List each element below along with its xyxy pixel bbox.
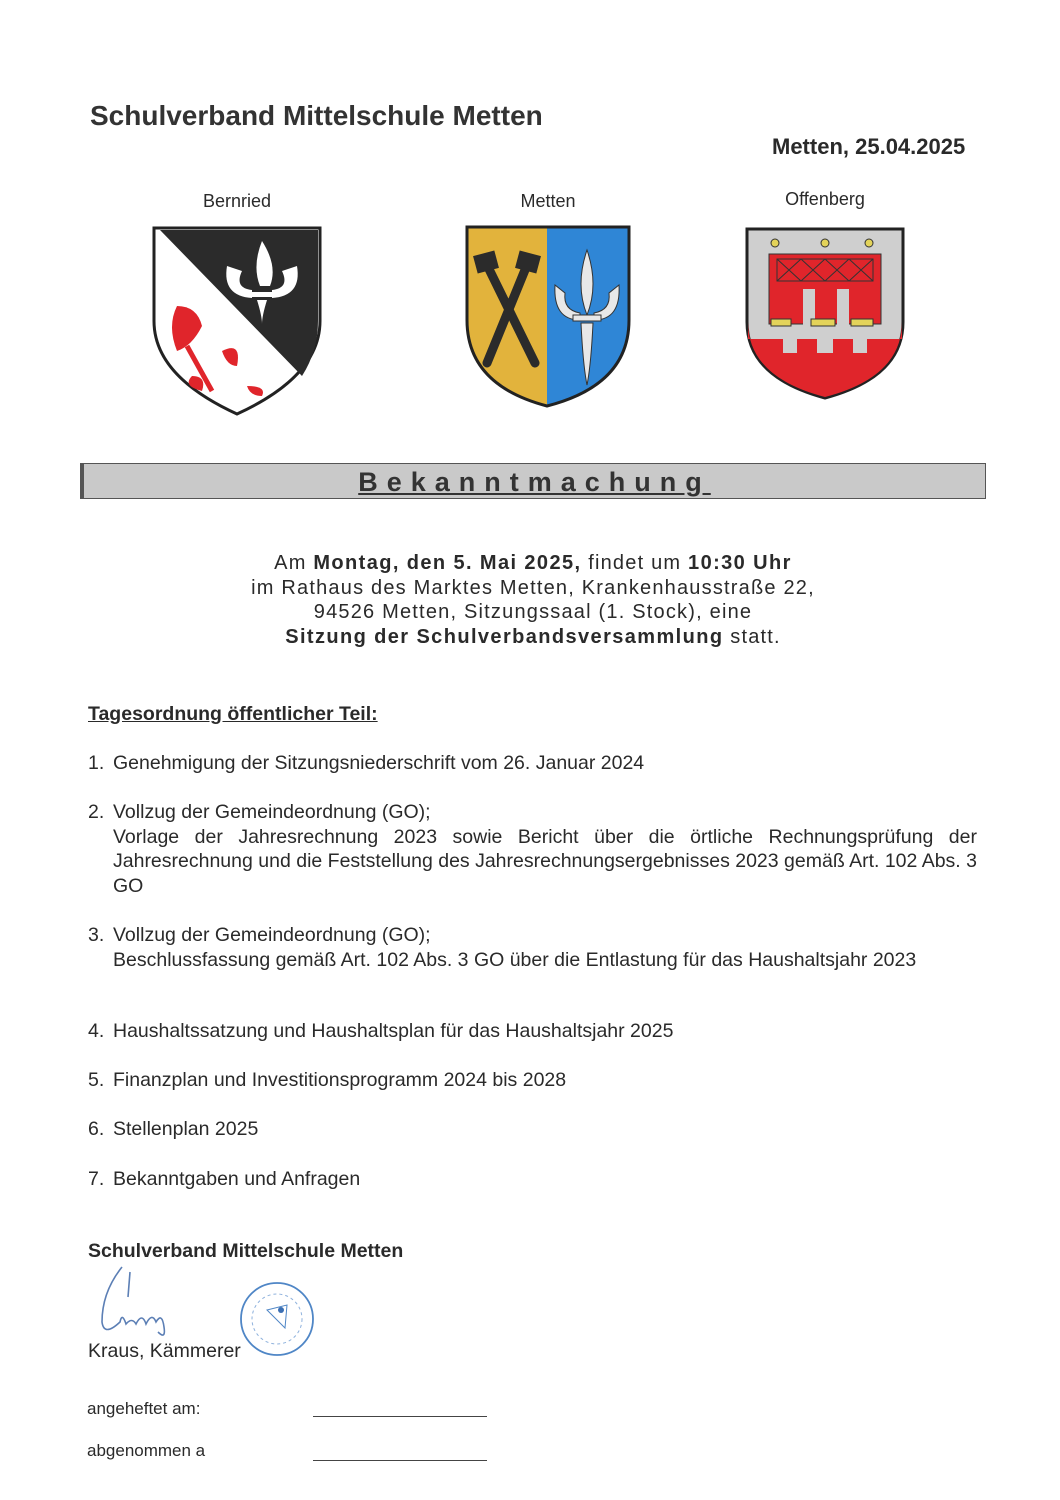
item-number: 1. — [88, 752, 105, 774]
agenda-item — [88, 1117, 977, 1142]
page-title: Schulverband Mittelschule Metten — [90, 100, 543, 131]
agenda-item — [88, 751, 977, 776]
document-date: Metten, 25.04.2025 — [772, 134, 966, 159]
announcement-banner — [80, 463, 986, 499]
removed-date-line — [313, 1460, 487, 1461]
item-number: 6. — [88, 1118, 105, 1140]
meeting-time: 10:30 Uhr — [688, 552, 792, 574]
meeting-type: Sitzung der Schulverbandsversammlung — [285, 626, 724, 649]
offenberg-coat-of-arms-icon — [745, 227, 905, 400]
metten-coat-of-arms-icon — [465, 225, 631, 408]
item-text: Vorlage der Jahresrechnung 2023 sowie Bericht über die örtliche Rechnungsprüfung der Jahresrechnung und die Feststellung des Jahresrechnungsergebnisses 2023 gemäß Art. 102 Abs. 3 GO — [113, 825, 977, 897]
item-text: Genehmigung der Sitzungsniederschrift vom 26. Januar 2024 — [113, 752, 645, 774]
coat-label-bernried: Bernried — [202, 191, 272, 211]
posted-date-line — [313, 1416, 487, 1417]
banner-title: Bekanntmachung — [358, 467, 711, 497]
agenda-item — [88, 923, 977, 972]
item-number: 3. — [88, 924, 105, 946]
removed-label: abgenommen a — [87, 1441, 206, 1460]
coat-label-offenberg: Offenberg — [785, 189, 865, 209]
intro-text: findet um — [581, 552, 689, 574]
agenda-item — [88, 800, 977, 898]
item-text: Vollzug der Gemeindeordnung (GO); — [113, 924, 431, 946]
intro-text: statt. — [723, 626, 781, 649]
item-text: Bekanntgaben und Anfragen — [113, 1168, 361, 1190]
item-number: 4. — [88, 1020, 105, 1042]
posted-label: angeheftet am: — [87, 1399, 201, 1418]
item-text: Beschlussfassung gemäß Art. 102 Abs. 3 GO über die Entlastung für das Haushaltsjahr 2023 — [113, 948, 917, 971]
official-stamp-icon — [237, 1280, 317, 1358]
footer-organization: Schulverband Mittelschule Metten — [88, 1240, 404, 1262]
item-number: 5. — [88, 1069, 105, 1091]
meeting-location: im Rathaus des Marktes Metten, Krankenhausstraße 22, — [251, 576, 815, 599]
meeting-room: 94526 Metten, Sitzungssaal (1. Stock), eine — [313, 601, 753, 624]
agenda-item — [88, 1068, 977, 1093]
meeting-date: Montag, den 5. Mai 2025, — [313, 552, 582, 574]
coat-label-metten: Metten — [520, 191, 576, 211]
item-number: 7. — [88, 1168, 105, 1190]
agenda-item — [88, 1019, 977, 1044]
item-text: Finanzplan und Investitionsprogramm 2024 bis 2028 — [113, 1069, 567, 1091]
item-number: 2. — [88, 801, 105, 823]
signer-name: Kraus, Kämmerer — [88, 1340, 241, 1362]
item-text: Vollzug der Gemeindeordnung (GO); — [113, 801, 431, 823]
bernried-coat-of-arms-icon — [152, 226, 322, 416]
item-text: Haushaltssatzung und Haushaltsplan für das Haushaltsjahr 2025 — [113, 1020, 674, 1042]
agenda-heading: Tagesordnung öffentlicher Teil: — [88, 703, 378, 725]
meeting-notice — [160, 551, 906, 650]
intro-text: Am — [274, 552, 314, 574]
item-text: Stellenplan 2025 — [113, 1118, 259, 1140]
signature-icon — [92, 1262, 182, 1342]
agenda-item — [88, 1167, 977, 1192]
